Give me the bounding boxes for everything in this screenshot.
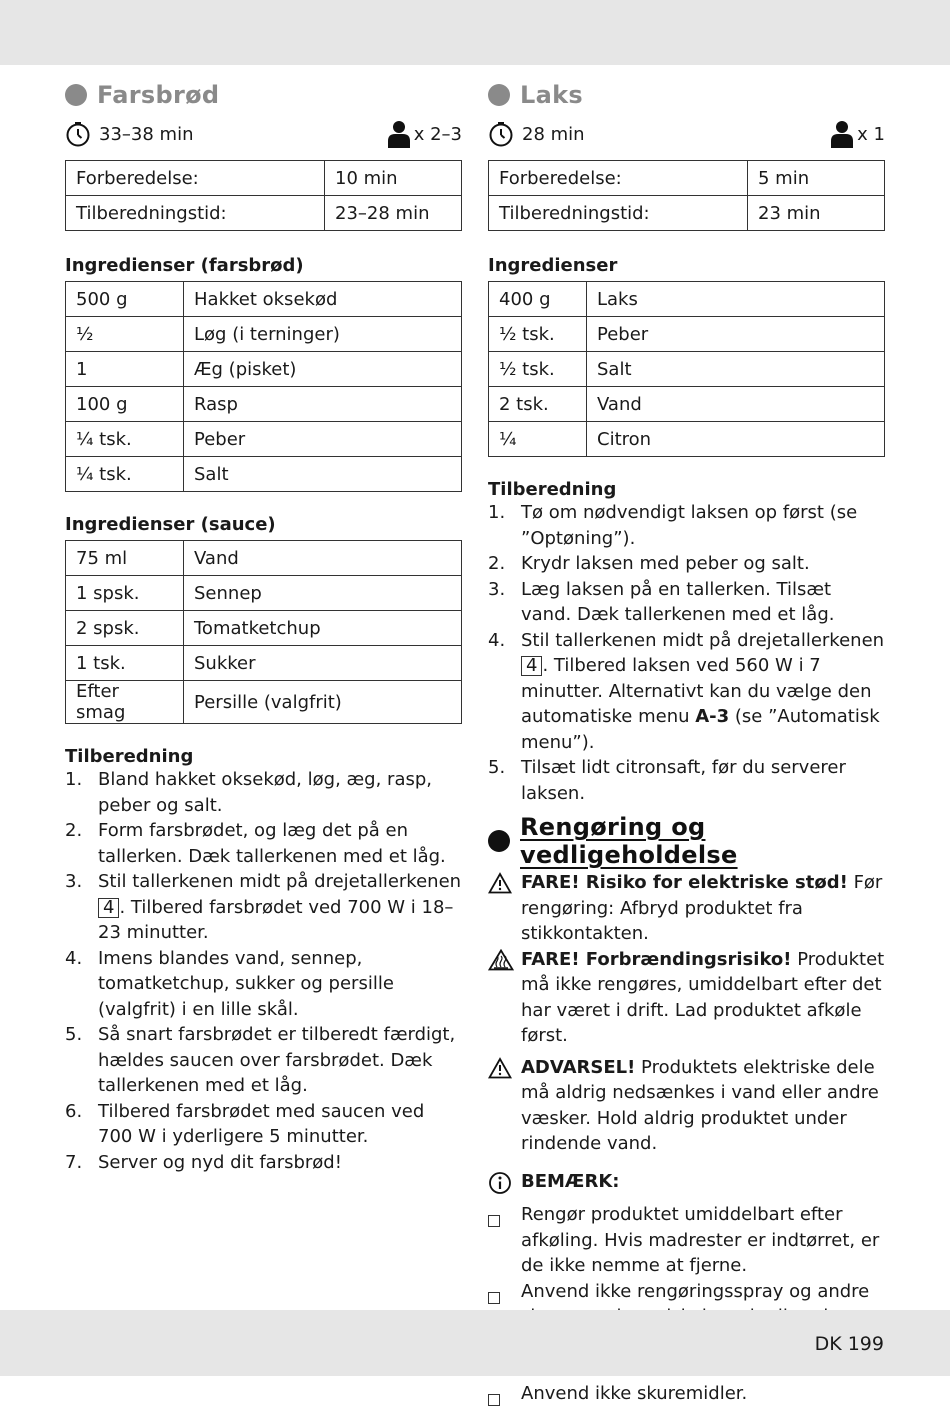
table-cell: 10 min — [325, 161, 462, 196]
table-row — [489, 422, 885, 457]
part-number-ref: 4 — [521, 656, 542, 676]
note-heading-row — [488, 1169, 885, 1203]
table-cell: 2 tsk. — [489, 387, 587, 422]
list-item — [488, 628, 885, 756]
list-item — [65, 1150, 462, 1176]
warning-label: FARE! Risiko for elektriske stød! — [521, 872, 848, 893]
table-cell: 1 tsk. — [66, 646, 184, 681]
step-number: 5. — [65, 1022, 98, 1099]
step-text: Tø om nødvendigt laksen op først (se ”Optøning”). — [521, 500, 885, 551]
step-text-part: . Tilbered laksen ved 560 W i 7 minutter. Alternativt kan du vælge den automatiske menu — [521, 655, 871, 727]
step-text: Server og nyd dit farsbrød! — [98, 1150, 342, 1176]
table-cell: Vand — [587, 387, 885, 422]
table-row — [66, 387, 462, 422]
table-row — [66, 611, 462, 646]
person-servings-icon — [387, 120, 411, 148]
table-cell: Rasp — [184, 387, 462, 422]
step-number: 4. — [488, 628, 521, 756]
table-cell: Tilberedningstid: — [66, 196, 325, 231]
warning-text: Før rengøring: Afbryd produktet fra stikkontakten. — [521, 872, 882, 944]
notes-list — [488, 1202, 885, 1413]
table-row — [66, 422, 462, 457]
list-item — [65, 767, 462, 818]
step-text-part: Stil tallerkenen midt på drejetallerkenen — [98, 871, 461, 892]
left-column — [65, 80, 462, 1175]
table-cell: Løg (i terninger) — [184, 317, 462, 352]
table-cell: Peber — [587, 317, 885, 352]
table-cell: Hakket oksekød — [184, 282, 462, 317]
table-cell: ¼ tsk. — [66, 422, 184, 457]
table-row — [66, 541, 462, 576]
step-number: 3. — [65, 869, 98, 946]
step-number: 7. — [65, 1150, 98, 1176]
step-number: 5. — [488, 755, 521, 806]
table-row — [66, 161, 462, 196]
table-cell: ¼ — [489, 422, 587, 457]
step-number: 2. — [488, 551, 521, 577]
warning-label: ADVARSEL! — [521, 1057, 635, 1078]
table-row — [489, 387, 885, 422]
step-text: Form farsbrødet, og læg det på en tallerken. Dæk tallerkenen med et låg. — [98, 818, 462, 869]
list-item — [65, 869, 462, 946]
step-text: Krydr laksen med peber og salt. — [521, 551, 810, 577]
table-cell: Vand — [184, 541, 462, 576]
table-cell: Citron — [587, 422, 885, 457]
table-cell: Persille (valgfrit) — [184, 681, 462, 724]
bullet-dot-icon — [488, 84, 510, 106]
list-item — [488, 1381, 885, 1413]
hot-surface-icon — [488, 947, 521, 1049]
table-cell: 1 spsk. — [66, 576, 184, 611]
warning-label: FARE! Forbrændingsrisiko! — [521, 949, 792, 970]
warning-text: Produktet må ikke rengøres, umiddelbart efter det har været i drift. Lad produktet afkøle først. — [521, 949, 884, 1047]
list-item — [488, 551, 885, 577]
table-row — [66, 646, 462, 681]
page-number: DK 199 — [815, 1333, 884, 1355]
table-cell: 23 min — [748, 196, 885, 231]
right-column — [488, 80, 885, 1413]
ingredients-heading: Ingredienser (farsbrød) — [65, 255, 462, 276]
sauce-heading: Ingredienser (sauce) — [65, 514, 462, 535]
table-cell: ½ tsk. — [489, 317, 587, 352]
section-heading — [488, 80, 885, 110]
table-cell: Tomatketchup — [184, 611, 462, 646]
stopwatch-icon — [488, 121, 514, 147]
list-item — [488, 755, 885, 806]
note-text: Rengør produktet umiddelbart efter afkøling. Hvis madrester er indtørret, er de ikke nemme at fjerne. — [521, 1202, 885, 1279]
table-cell: 23–28 min — [325, 196, 462, 231]
burn-warning — [488, 947, 885, 1049]
table-cell: Sennep — [184, 576, 462, 611]
table-cell: 75 ml — [66, 541, 184, 576]
step-text-part: . Tilbered farsbrødet ved 700 W i 18–23 minutter. — [98, 897, 453, 944]
step-text: Læg laksen på en tallerken. Tilsæt vand. Dæk tallerkenen med et låg. — [521, 577, 885, 628]
table-cell: Sukker — [184, 646, 462, 681]
header-band — [0, 0, 950, 65]
warning-text: Produktets elektriske dele må aldrig nedsænkes i vand eller andre væsker. Hold aldrig produktet under rindende vand. — [521, 1057, 879, 1155]
table-cell: 1 — [66, 352, 184, 387]
list-item — [65, 1099, 462, 1150]
sauce-table — [65, 540, 462, 724]
bullet-dot-icon — [65, 84, 87, 106]
table-row — [66, 317, 462, 352]
recipe-meta — [488, 118, 885, 150]
table-cell: Forberedelse: — [489, 161, 748, 196]
note-text: Anvend ikke rengøringsspray og andre — [521, 1279, 885, 1381]
list-item — [65, 818, 462, 869]
table-row — [66, 576, 462, 611]
step-text — [98, 869, 462, 946]
note-text: Anvend ikke skuremidler. — [521, 1381, 747, 1413]
checkbox-bullet-icon — [488, 1202, 521, 1279]
footer-band — [0, 1310, 950, 1376]
menu-code: A-3 — [695, 706, 729, 727]
time-table — [488, 160, 885, 231]
step-number: 1. — [65, 767, 98, 818]
table-cell: Laks — [587, 282, 885, 317]
part-number-ref: 4 — [98, 898, 119, 918]
step-number: 6. — [65, 1099, 98, 1150]
list-item — [65, 1022, 462, 1099]
list-item — [488, 500, 885, 551]
preparation-steps — [488, 500, 885, 806]
checkbox-bullet-icon — [488, 1381, 521, 1413]
table-cell: 2 spsk. — [66, 611, 184, 646]
step-text: Bland hakket oksekød, løg, æg, rasp, peber og salt. — [98, 767, 462, 818]
ingredients-table — [488, 281, 885, 457]
stopwatch-icon — [65, 121, 91, 147]
table-row — [489, 317, 885, 352]
table-cell: Salt — [184, 457, 462, 492]
table-cell: Tilberedningstid: — [489, 196, 748, 231]
list-item — [65, 946, 462, 1023]
servings: x 1 — [857, 124, 885, 145]
bullet-dot-icon — [488, 830, 510, 852]
person-servings-icon — [830, 120, 854, 148]
step-text: Så snart farsbrødet er tilberedt færdigt, hældes saucen over farsbrødet. Dæk tallerkenen med et låg. — [98, 1022, 462, 1099]
list-item — [488, 1202, 885, 1279]
table-row — [489, 161, 885, 196]
note-heading: BEMÆRK: — [521, 1169, 619, 1203]
recipe-title: Farsbrød — [97, 81, 219, 109]
shock-warning — [488, 870, 885, 947]
recipe-meta — [65, 118, 462, 150]
table-row — [66, 457, 462, 492]
table-cell: ¼ tsk. — [66, 457, 184, 492]
list-item — [488, 577, 885, 628]
time-table — [65, 160, 462, 231]
step-number: 4. — [65, 946, 98, 1023]
recipe-title: Laks — [520, 81, 583, 109]
preparation-heading: Tilberedning — [488, 479, 885, 500]
table-cell: Æg (pisket) — [184, 352, 462, 387]
step-number: 3. — [488, 577, 521, 628]
info-icon — [488, 1169, 521, 1203]
step-number: 1. — [488, 500, 521, 551]
table-row — [66, 196, 462, 231]
warning-triangle-icon — [488, 870, 521, 947]
table-cell: ½ tsk. — [489, 352, 587, 387]
table-row — [489, 282, 885, 317]
step-text: Tilbered farsbrødet med saucen ved 700 W i yderligere 5 minutter. — [98, 1099, 462, 1150]
table-cell: Forberedelse: — [66, 161, 325, 196]
table-row — [66, 681, 462, 724]
step-text-part: (se ”Automatisk menu”). — [521, 706, 880, 753]
table-cell: 5 min — [748, 161, 885, 196]
ingredients-heading: Ingredienser — [488, 255, 885, 276]
table-cell: Peber — [184, 422, 462, 457]
table-cell: Salt — [587, 352, 885, 387]
care-title: Rengøring og vedligeholdelse — [520, 813, 885, 869]
table-row — [66, 282, 462, 317]
servings: x 2–3 — [414, 124, 462, 145]
caution-warning — [488, 1055, 885, 1157]
step-text: Tilsæt lidt citronsaft, før du serverer laksen. — [521, 755, 885, 806]
warning-triangle-icon — [488, 1055, 521, 1157]
step-text: Imens blandes vand, sennep, tomatketchup, sukker og persille (valgfrit) i en lille skål. — [98, 946, 462, 1023]
table-cell: 500 g — [66, 282, 184, 317]
table-cell: ½ — [66, 317, 184, 352]
ingredients-table — [65, 281, 462, 492]
care-section-heading — [488, 826, 885, 856]
table-cell: Efter smag — [66, 681, 184, 724]
step-number: 2. — [65, 818, 98, 869]
preparation-heading: Tilberedning — [65, 746, 462, 767]
table-cell: 100 g — [66, 387, 184, 422]
table-row — [66, 352, 462, 387]
table-cell: 400 g — [489, 282, 587, 317]
table-row — [489, 196, 885, 231]
cooking-time: 28 min — [522, 124, 585, 145]
step-text — [521, 628, 885, 756]
table-row — [489, 352, 885, 387]
preparation-steps — [65, 767, 462, 1175]
section-heading — [65, 80, 462, 110]
step-text-part: Stil tallerkenen midt på drejetallerkenen — [521, 630, 884, 651]
cooking-time: 33–38 min — [99, 124, 193, 145]
